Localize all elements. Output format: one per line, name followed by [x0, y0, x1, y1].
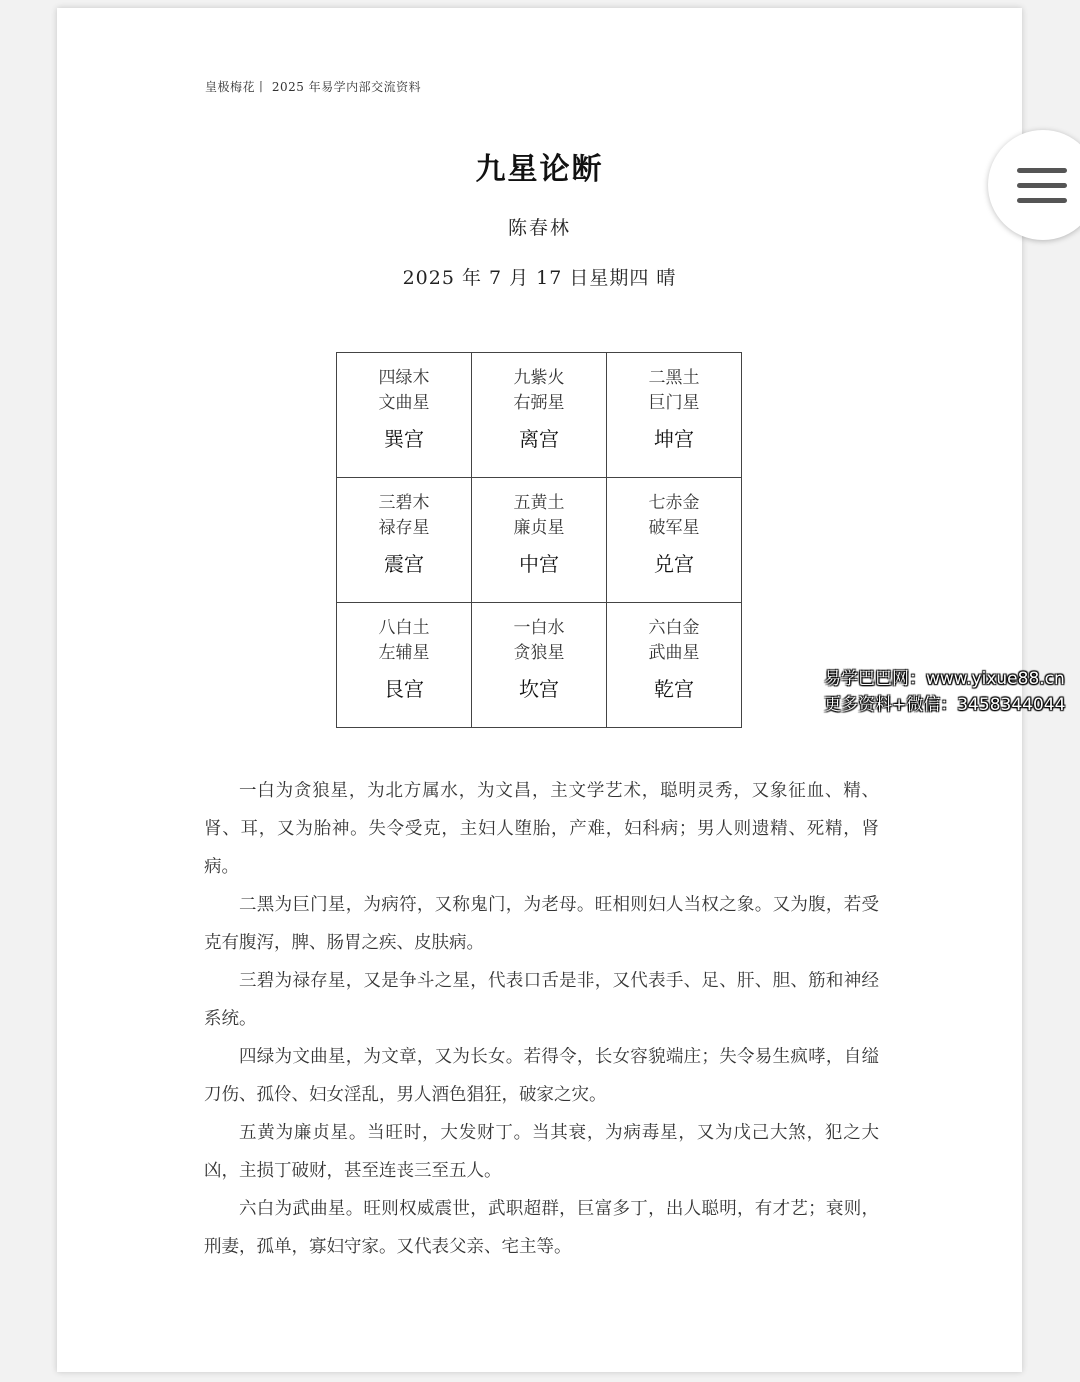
cell-star: 巨门星	[648, 393, 700, 413]
cell-element: 三碧木	[378, 493, 430, 513]
grid-cell-kun	[607, 353, 742, 478]
cell-palace: 巽宫	[384, 427, 424, 451]
cell-star: 文曲星	[378, 393, 430, 413]
cell-star: 破军星	[648, 518, 700, 538]
watermark-line-1: 易学巴巴网：www.yixue88.cn	[824, 669, 1065, 689]
cell-star: 右弼星	[513, 393, 565, 413]
running-header: 皇极梅花丨 2025 年易学内部交流资料	[205, 80, 422, 94]
cell-star: 廉贞星	[513, 518, 565, 538]
cell-element: 九紫火	[513, 368, 565, 388]
date-line: 2025 年 7 月 17 日星期四 晴	[402, 267, 677, 289]
cell-palace: 离宫	[519, 427, 559, 451]
author: 陈春林	[507, 217, 571, 239]
cell-palace: 中宫	[519, 552, 559, 576]
grid-cell-zhong	[472, 478, 607, 603]
paragraph: 六白为武曲星。旺则权威震世，武职超群，巨富多丁，出人聪明，有才艺；衰则，刑妻，孤单，寡妇守家。又代表父亲、宅主等。	[204, 1199, 879, 1257]
body-text	[204, 772, 879, 1266]
cell-element: 一白水	[513, 618, 565, 638]
paragraph: 二黑为巨门星，为病符，又称鬼门，为老母。旺相则妇人当权之象。又为腹，若受克有腹泻，脾、肠胃之疾、皮肤病。	[204, 895, 879, 953]
grid-row	[337, 353, 742, 478]
watermark	[824, 666, 1065, 718]
cell-element: 六白金	[648, 618, 700, 638]
paragraph: 三碧为禄存星，又是争斗之星，代表口舌是非，又代表手、足、肝、胆、筋和神经系统。	[204, 971, 879, 1029]
page-title: 九星论断	[475, 152, 604, 187]
cell-star: 左辅星	[378, 643, 430, 663]
cell-palace: 乾宫	[654, 677, 694, 701]
paragraph: 四绿为文曲星，为文章，又为长女。若得令，长女容貌端庄；失令易生疯哮，自缢刀伤、孤伶、妇女淫乱，男人酒色猖狂，破家之灾。	[204, 1047, 879, 1105]
grid-cell-gen	[337, 603, 472, 728]
grid-row	[337, 603, 742, 728]
cell-palace: 坎宫	[519, 677, 559, 701]
grid-cell-dui	[607, 478, 742, 603]
paragraph: 一白为贪狼星，为北方属水，为文昌，主文学艺术，聪明灵秀，又象征血、精、肾、耳，又为胎神。失令受克，主妇人堕胎，产难，妇科病；男人则遗精、死精，肾病。	[204, 781, 879, 877]
cell-palace: 震宫	[384, 552, 424, 576]
cell-palace: 兑宫	[654, 552, 694, 576]
cell-star: 禄存星	[378, 518, 430, 538]
grid-cell-zhen	[337, 478, 472, 603]
watermark-line-2: 更多资料+微信：3458344044	[824, 695, 1066, 715]
grid-cell-li	[472, 353, 607, 478]
cell-star: 贪狼星	[513, 643, 565, 663]
cell-element: 五黄土	[513, 493, 565, 513]
paragraph: 五黄为廉贞星。当旺时，大发财丁。当其衰，为病毒星，又为戊己大煞，犯之大凶，主损丁破财，甚至连丧三至五人。	[204, 1123, 879, 1181]
cell-palace: 艮宫	[384, 677, 424, 701]
grid-cell-kan	[472, 603, 607, 728]
grid-cell-xun	[337, 353, 472, 478]
cell-element: 八白土	[378, 618, 430, 638]
cell-palace: 坤宫	[654, 427, 694, 451]
grid-cell-qian	[607, 603, 742, 728]
cell-element: 二黑土	[648, 368, 700, 388]
grid-row	[337, 478, 742, 603]
cell-star: 武曲星	[648, 643, 700, 663]
cell-element: 四绿木	[378, 368, 430, 388]
nine-palace-grid	[336, 352, 742, 728]
cell-element: 七赤金	[648, 493, 700, 513]
